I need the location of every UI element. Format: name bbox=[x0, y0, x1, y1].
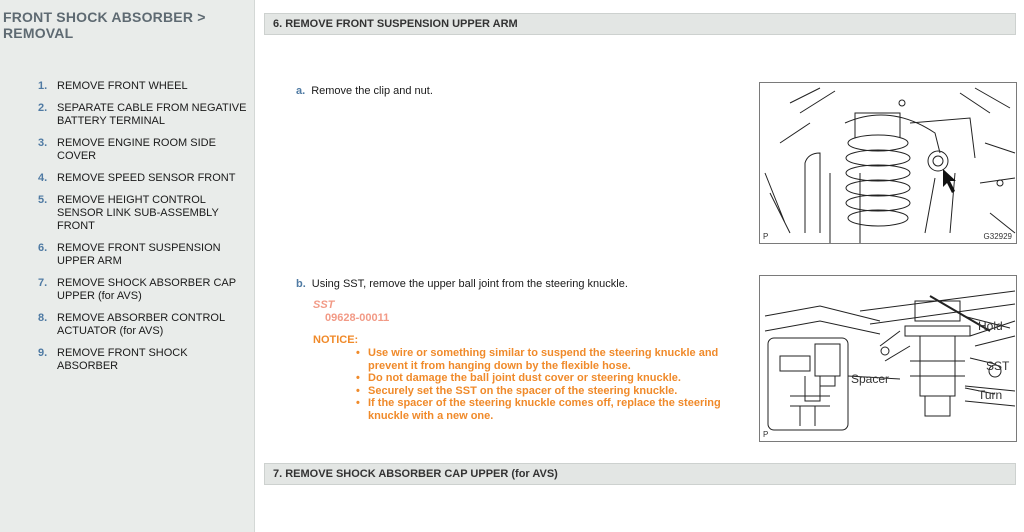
toc-number: 9. bbox=[38, 347, 48, 359]
figure-id: G32929 bbox=[983, 232, 1012, 241]
spacer-label: Spacer bbox=[851, 372, 890, 386]
toc-number: 5. bbox=[38, 194, 48, 206]
bullet-icon: • bbox=[356, 384, 360, 397]
step-letter: b. bbox=[296, 278, 306, 290]
sst-part-number[interactable]: 09628-00011 bbox=[325, 312, 390, 324]
toc-label[interactable]: REMOVE HEIGHT CONTROL SENSOR LINK SUB-ASSEMBLY FRONT bbox=[57, 194, 219, 232]
toc-item-2[interactable] bbox=[38, 102, 250, 128]
notice-item: • Securely set the SST on the spacer of the steering knuckle. bbox=[356, 384, 678, 397]
notice-item: • Do not damage the ball joint dust cover or steering knuckle. bbox=[356, 372, 681, 384]
bullet-icon: • bbox=[356, 347, 360, 359]
toc-number: 1. bbox=[38, 80, 48, 92]
step-text: Remove the clip and nut. bbox=[311, 85, 433, 97]
section-6-header[interactable]: 6. REMOVE FRONT SUSPENSION UPPER ARM bbox=[264, 13, 1016, 35]
toc-item-7[interactable] bbox=[38, 277, 250, 303]
ball-joint-sst-illustration bbox=[759, 275, 1017, 442]
notice-item: • Use wire or something similar to suspend the steering knuckle and prevent it from hanging down by the flexible hose. bbox=[356, 347, 719, 372]
toc-list bbox=[38, 80, 250, 373]
sst-drawing bbox=[760, 276, 1017, 442]
toc-label[interactable]: SEPARATE CABLE FROM NEGATIVE BATTERY TERMINAL bbox=[57, 102, 247, 127]
toc-item-4[interactable] bbox=[38, 172, 250, 185]
toc-label[interactable]: REMOVE ABSORBER CONTROL ACTUATOR (for AVS) bbox=[57, 312, 225, 337]
toc-item-6[interactable] bbox=[38, 242, 250, 268]
pointer-arrow-icon bbox=[943, 169, 956, 193]
notice-label: NOTICE: bbox=[313, 334, 359, 346]
toc-label[interactable]: REMOVE SHOCK ABSORBER CAP UPPER (for AVS) bbox=[57, 277, 236, 302]
turn-label: Turn bbox=[978, 388, 1003, 402]
section-7-header[interactable]: 7. REMOVE SHOCK ABSORBER CAP UPPER (for AVS) bbox=[264, 463, 1016, 485]
toc-label[interactable]: REMOVE ENGINE ROOM SIDE COVER bbox=[57, 137, 216, 162]
main-content bbox=[256, 0, 1024, 532]
toc-number: 6. bbox=[38, 242, 48, 254]
step-letter: a. bbox=[296, 85, 306, 97]
suspension-drawing bbox=[760, 83, 1017, 244]
toc-number: 3. bbox=[38, 137, 48, 149]
sidebar bbox=[0, 0, 255, 532]
bullet-icon: • bbox=[356, 397, 360, 409]
notice-list bbox=[356, 347, 736, 422]
toc-number: 8. bbox=[38, 312, 48, 324]
toc-number: 4. bbox=[38, 172, 48, 184]
toc-number: 7. bbox=[38, 277, 48, 289]
toc-label[interactable]: REMOVE FRONT SHOCK ABSORBER bbox=[57, 347, 188, 372]
hold-label: Hold bbox=[978, 319, 1003, 333]
notice-item: • If the spacer of the steering knuckle comes off, replace the steering knuckle with a new one. bbox=[356, 397, 721, 422]
toc-item-3[interactable] bbox=[38, 137, 250, 163]
toc-item-9[interactable] bbox=[38, 347, 250, 373]
step-text: Using SST, remove the upper ball joint from the steering knuckle. bbox=[311, 278, 628, 290]
figure-corner-mark: P bbox=[763, 430, 769, 439]
bullet-icon: • bbox=[356, 372, 360, 384]
upper-arm-clip-nut-illustration bbox=[759, 82, 1017, 244]
toc-number: 2. bbox=[38, 102, 48, 114]
sst-tool-label: SST bbox=[986, 359, 1010, 373]
toc-item-1[interactable] bbox=[38, 80, 250, 93]
sst-label: SST bbox=[313, 299, 335, 311]
toc-item-8[interactable] bbox=[38, 312, 250, 338]
figure-corner-mark: P bbox=[763, 232, 769, 241]
sidebar-title: FRONT SHOCK ABSORBER > REMOVAL bbox=[3, 9, 206, 41]
step-a bbox=[296, 84, 433, 98]
toc-label[interactable]: REMOVE FRONT SUSPENSION UPPER ARM bbox=[57, 242, 221, 267]
toc-item-5[interactable] bbox=[38, 194, 250, 233]
toc-label[interactable]: REMOVE SPEED SENSOR FRONT bbox=[57, 172, 236, 184]
step-b bbox=[296, 277, 628, 291]
toc-label[interactable]: REMOVE FRONT WHEEL bbox=[57, 80, 188, 92]
